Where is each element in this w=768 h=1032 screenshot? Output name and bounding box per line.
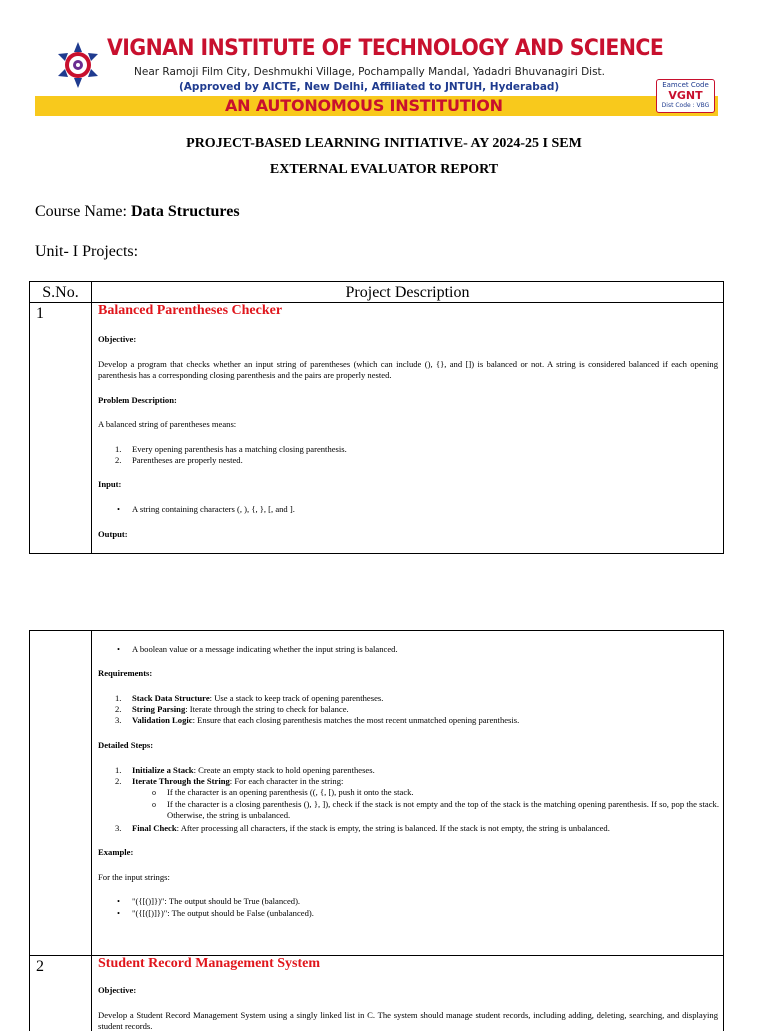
institution-logo-icon (53, 40, 103, 90)
course-label: Course Name: (35, 203, 131, 220)
code-label: Eamcet Code (662, 81, 709, 89)
projects-table-page2 (29, 630, 724, 1031)
unit-heading: Unit- I Projects: (35, 243, 139, 260)
requirement-item: 2. String Parsing: Iterate through the string to check for balance. (115, 704, 349, 714)
objective-heading: Objective: (98, 334, 137, 344)
output-item: • A boolean value or a message indicating whether the input string is balanced. (132, 644, 398, 655)
requirement-item: 3. Validation Logic: Ensure that each closing parenthesis matches the most recent unmatched opening parenthesis. (115, 715, 520, 725)
steps-heading: Detailed Steps: (98, 740, 154, 750)
project-title: Balanced Parentheses Checker (98, 303, 283, 318)
problem-item: 2. Parentheses are properly nested. (115, 455, 243, 465)
step-subitem: o If the character is a closing parenthesis (), }, ]), check if the stack is not empty and the top of the stack is the matching opening parenthesis. If so, pop the stack. Otherwise, the string is unbalanced. (167, 799, 719, 821)
example-item: • "({[()]})": The output should be True (balanced). (132, 896, 300, 907)
report-subtitle: EXTERNAL EVALUATOR REPORT (269, 162, 499, 177)
course-name (35, 203, 240, 221)
output-heading: Output: (98, 529, 128, 539)
problem-item: 1. Every opening parenthesis has a matching closing parenthesis. (115, 444, 347, 454)
input-item: • A string containing characters (, ), {, }, [, and ]. (132, 504, 295, 515)
course-value: Data Structures (130, 203, 240, 220)
code-value: VGNT (668, 89, 703, 102)
problem-text: A balanced string of parentheses means: (98, 419, 237, 429)
project-number: 1 (36, 305, 44, 322)
objective-text: Develop a Student Record Management System using a singly linked list in C. The system should manage student records, including adding, deleting, searching, and displaying student records. (98, 1010, 718, 1031)
requirement-item: 1. Stack Data Structure: Use a stack to keep track of opening parentheses. (115, 693, 384, 703)
dist-code: Dist Code : VBG (661, 102, 710, 109)
step-subitem: o If the character is an opening parenthesis ((, {, [), push it onto the stack. (167, 787, 722, 798)
step-item: 3. Final Check: After processing all characters, if the stack is empty, the string is balanced. If the stack is not empty, the string is unbalanced. (115, 823, 610, 833)
autonomous-label: AN AUTONOMOUS INSTITUTION (225, 96, 503, 115)
objective-heading: Objective: (98, 985, 137, 995)
approval-line: (Approved by AICTE, New Delhi, Affiliated to JNTUH, Hyderabad) (179, 81, 560, 93)
step-item: 2. Iterate Through the String: For each character in the string: (115, 776, 344, 786)
institution-name: VIGNAN INSTITUTE OF TECHNOLOGY AND SCIENCE (107, 36, 664, 61)
objective-text: Develop a program that checks whether an input string of parentheses (which can include (), {}, and []) is balanced or not. A string is considered balanced if each opening parenthesis has a corresponding closing parenthesis and the pairs are properly nested. (98, 359, 718, 380)
projects-table-page1 (29, 281, 724, 554)
requirements-heading: Requirements: (98, 668, 153, 678)
project-title: Student Record Management System (98, 956, 321, 971)
step-item: 1. Initialize a Stack: Create an empty stack to hold opening parentheses. (115, 765, 375, 775)
project-number: 2 (36, 958, 44, 975)
problem-heading: Problem Description: (98, 395, 177, 405)
example-heading: Example: (98, 847, 134, 857)
report-title: PROJECT-BASED LEARNING INITIATIVE- AY 2024-25 I SEM (186, 136, 582, 151)
example-text: For the input strings: (98, 872, 170, 882)
description-header: Project Description (345, 284, 470, 301)
sno-header: S.No. (42, 284, 79, 301)
eamcet-code-badge (656, 79, 715, 113)
example-item: • "({[([)]})": The output should be False (unbalanced). (132, 908, 314, 919)
institution-address: Near Ramoji Film City, Deshmukhi Village, Pochampally Mandal, Yadadri Bhuvanagiri Dist. (134, 66, 606, 78)
input-heading: Input: (98, 479, 122, 489)
